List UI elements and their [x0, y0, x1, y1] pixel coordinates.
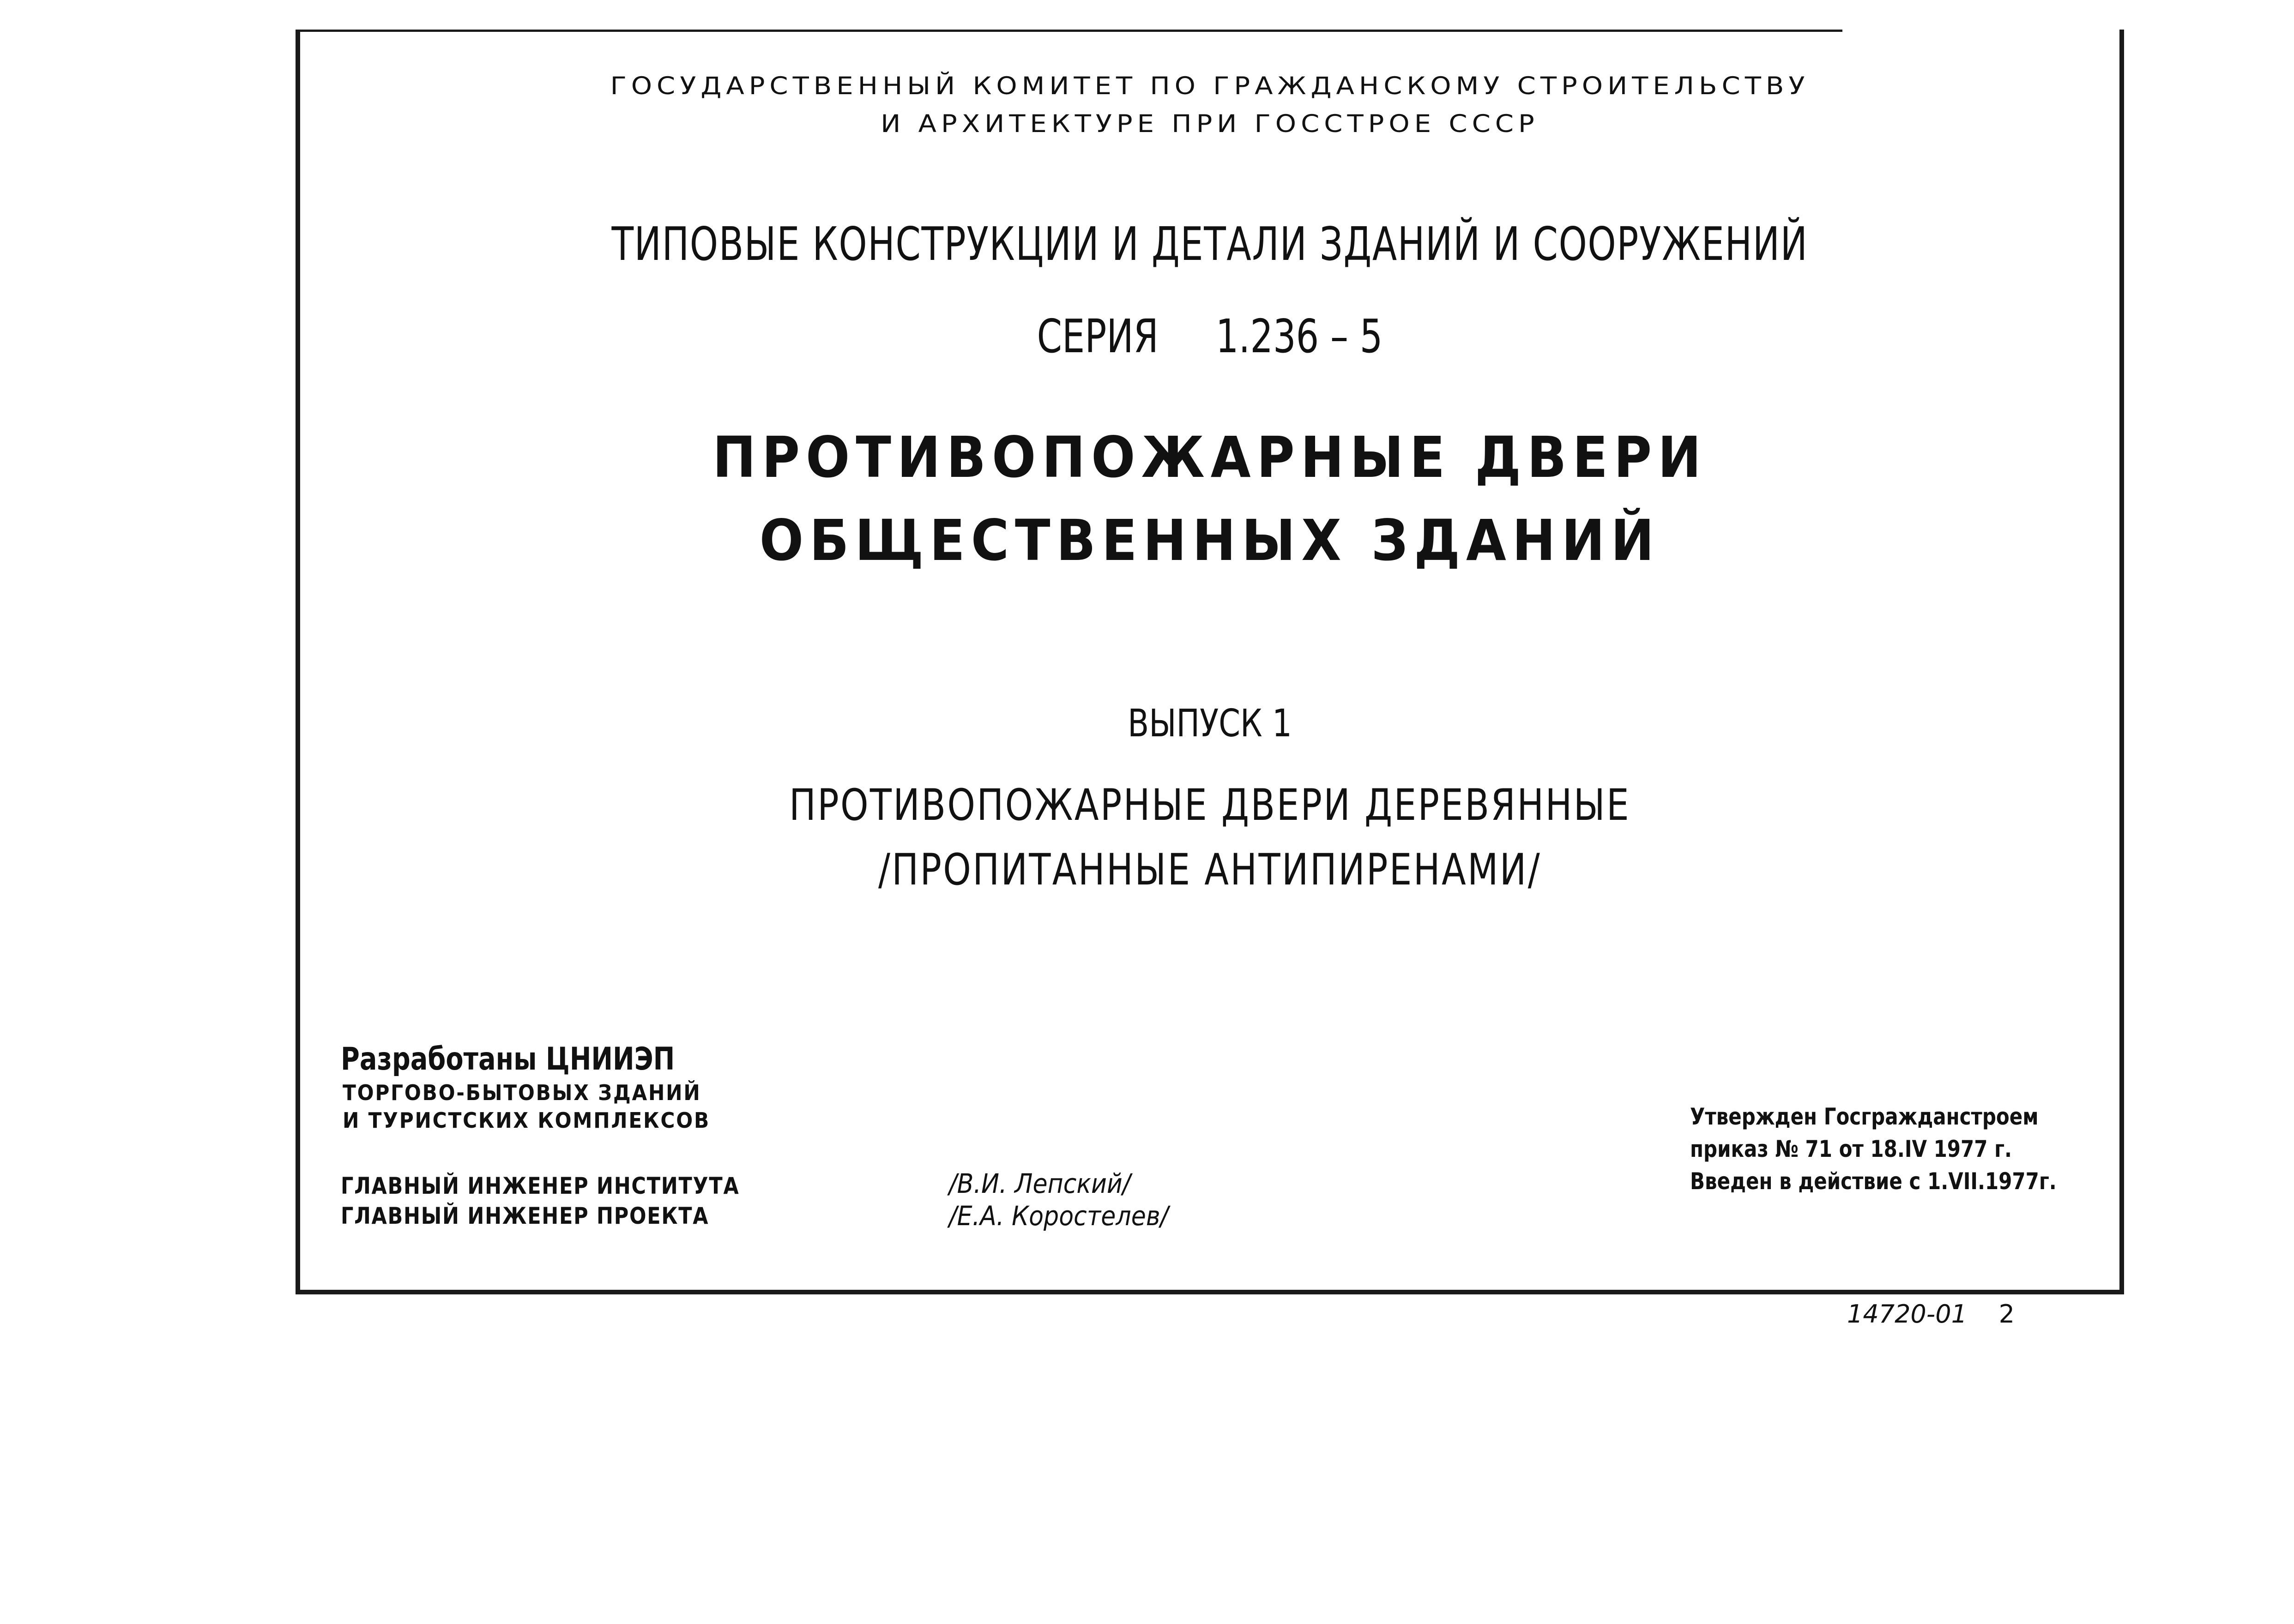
approval-line-3: Введен в действие с 1.VII.1977г.	[1690, 1168, 2057, 1195]
approval-line-2: приказ № 71 от 18.IV 1977 г.	[1690, 1136, 2012, 1162]
role-chief-engineer-institute: ГЛАВНЫЙ ИНЖЕНЕР ИНСТИТУТА	[341, 1173, 740, 1199]
developer-line-3: И ТУРИСТСКИХ КОМПЛЕКСОВ	[343, 1108, 710, 1133]
committee-line-2: И АРХИТЕКТУРЕ ПРИ ГОССТРОЕ СССР	[881, 110, 1539, 138]
sheet-number-block	[1847, 1299, 2015, 1329]
issue-subtitle-1: ПРОТИВОПОЖАРНЫЕ ДВЕРИ ДЕРЕВЯННЫЕ	[789, 780, 1631, 830]
sheet-id: 14720-01	[1847, 1299, 1967, 1329]
sheet-page-number: 2	[1998, 1299, 2015, 1329]
developer-heading: Разработаны ЦНИИЭП	[341, 1041, 675, 1077]
frame-top-gap	[1842, 26, 2119, 35]
series-label: СЕРИЯ	[1037, 309, 1159, 363]
signature-name-1: /В.И. Лепский/	[949, 1168, 1131, 1199]
signature-name-2: /Е.А. Коростелев/	[949, 1200, 1169, 1232]
main-title-line-2: ОБЩЕСТВЕННЫХ ЗДАНИЙ	[759, 508, 1660, 573]
approval-line-1: Утвержден Госгражданстроем	[1690, 1103, 2039, 1130]
committee-line-1: ГОСУДАРСТВЕННЫЙ КОМИТЕТ ПО ГРАЖДАНСКОМУ СТРОИТЕЛЬСТВУ	[610, 72, 1810, 101]
collection-title: ТИПОВЫЕ КОНСТРУКЦИИ И ДЕТАЛИ ЗДАНИЙ И СООРУЖЕНИЙ	[611, 217, 1808, 271]
issue-subtitle-2: /ПРОПИТАННЫЕ АНТИПИРЕНАМИ/	[878, 845, 1541, 895]
main-title-line-1: ПРОТИВОПОЖАРНЫЕ ДВЕРИ	[712, 425, 1707, 490]
issue-label: ВЫПУСК 1	[1128, 702, 1292, 746]
developer-line-2: ТОРГОВО-БЫТОВЫХ ЗДАНИЙ	[343, 1080, 701, 1105]
series-line	[497, 309, 1923, 363]
role-chief-engineer-project: ГЛАВНЫЙ ИНЖЕНЕР ПРОЕКТА	[341, 1203, 709, 1229]
series-number: 1.236 – 5	[1215, 309, 1383, 363]
